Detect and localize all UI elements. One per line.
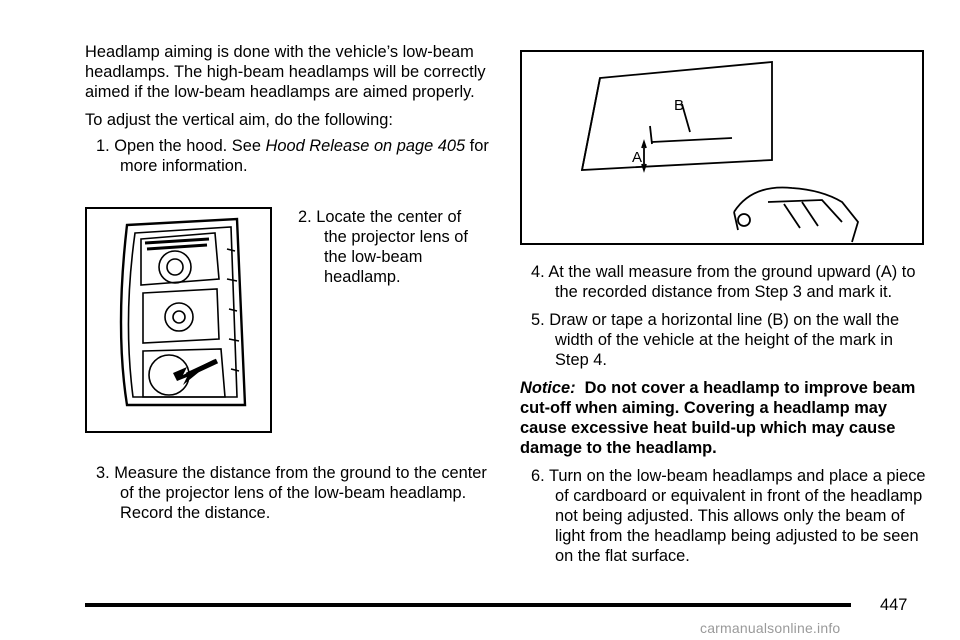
notice-text: Do not cover a headlamp to improve beam cut-off when aiming. Covering a headlamp may cause excessive heat build-up which may cause damage to the headlamp.: [520, 379, 916, 457]
intro-paragraph: Headlamp aiming is done with the vehicle’s low-beam headlamps. The high-beam headlamps will be correctly aimed if the low-beam headlamps are aimed properly.: [85, 43, 486, 101]
headlamp-figure: [85, 207, 272, 433]
step-3: [85, 463, 490, 523]
notice: [520, 378, 930, 458]
wall-illustration: [522, 52, 922, 243]
left-column-top: [85, 42, 490, 176]
step-2-number: 2.: [298, 208, 312, 226]
hood-release-reference: Hood Release on page 405: [265, 137, 466, 155]
page-number: 447: [880, 596, 908, 614]
step-4-number: 4.: [531, 263, 545, 281]
step-4-text: At the wall measure from the ground upward (A) to the recorded distance from Step 3 and mark it.: [548, 263, 916, 301]
step-1-text-end: for more information.: [120, 137, 489, 175]
right-column: [520, 262, 930, 566]
step-5-number: 5.: [531, 311, 545, 329]
vertical-aim-heading: To adjust the vertical aim, do the following:: [85, 111, 393, 129]
step-2-text: Locate the center of the projector lens of the low-beam headlamp.: [316, 208, 468, 286]
watermark: carmanualsonline.info: [700, 620, 841, 636]
step-1-text: Open the hood. See: [114, 137, 266, 155]
label-a: A: [632, 149, 643, 166]
step-6-text: Turn on the low-beam headlamps and place a piece of cardboard or equivalent in front of the headlamp not being adjusted. This allows only the beam of light from the headlamp being adjusted to be seen on the flat surface.: [548, 467, 926, 565]
step-2: [298, 207, 488, 287]
step-1-number: 1.: [96, 137, 110, 155]
footer-rule: [85, 603, 851, 607]
step-3-number: 3.: [96, 464, 110, 482]
step-1: [85, 136, 490, 176]
step-6-number: 6.: [531, 467, 545, 485]
step-3-text: Measure the distance from the ground to the center of the projector lens of the low-beam headlamp. Record the distance.: [114, 464, 487, 522]
label-b: B: [674, 97, 685, 114]
wall-aiming-figure: [520, 50, 924, 245]
notice-label: Notice:: [520, 379, 576, 397]
headlamp-illustration: [87, 209, 270, 431]
step-5-text: Draw or tape a horizontal line (B) on the wall the width of the vehicle at the height of the mark in Step 4.: [549, 311, 900, 369]
